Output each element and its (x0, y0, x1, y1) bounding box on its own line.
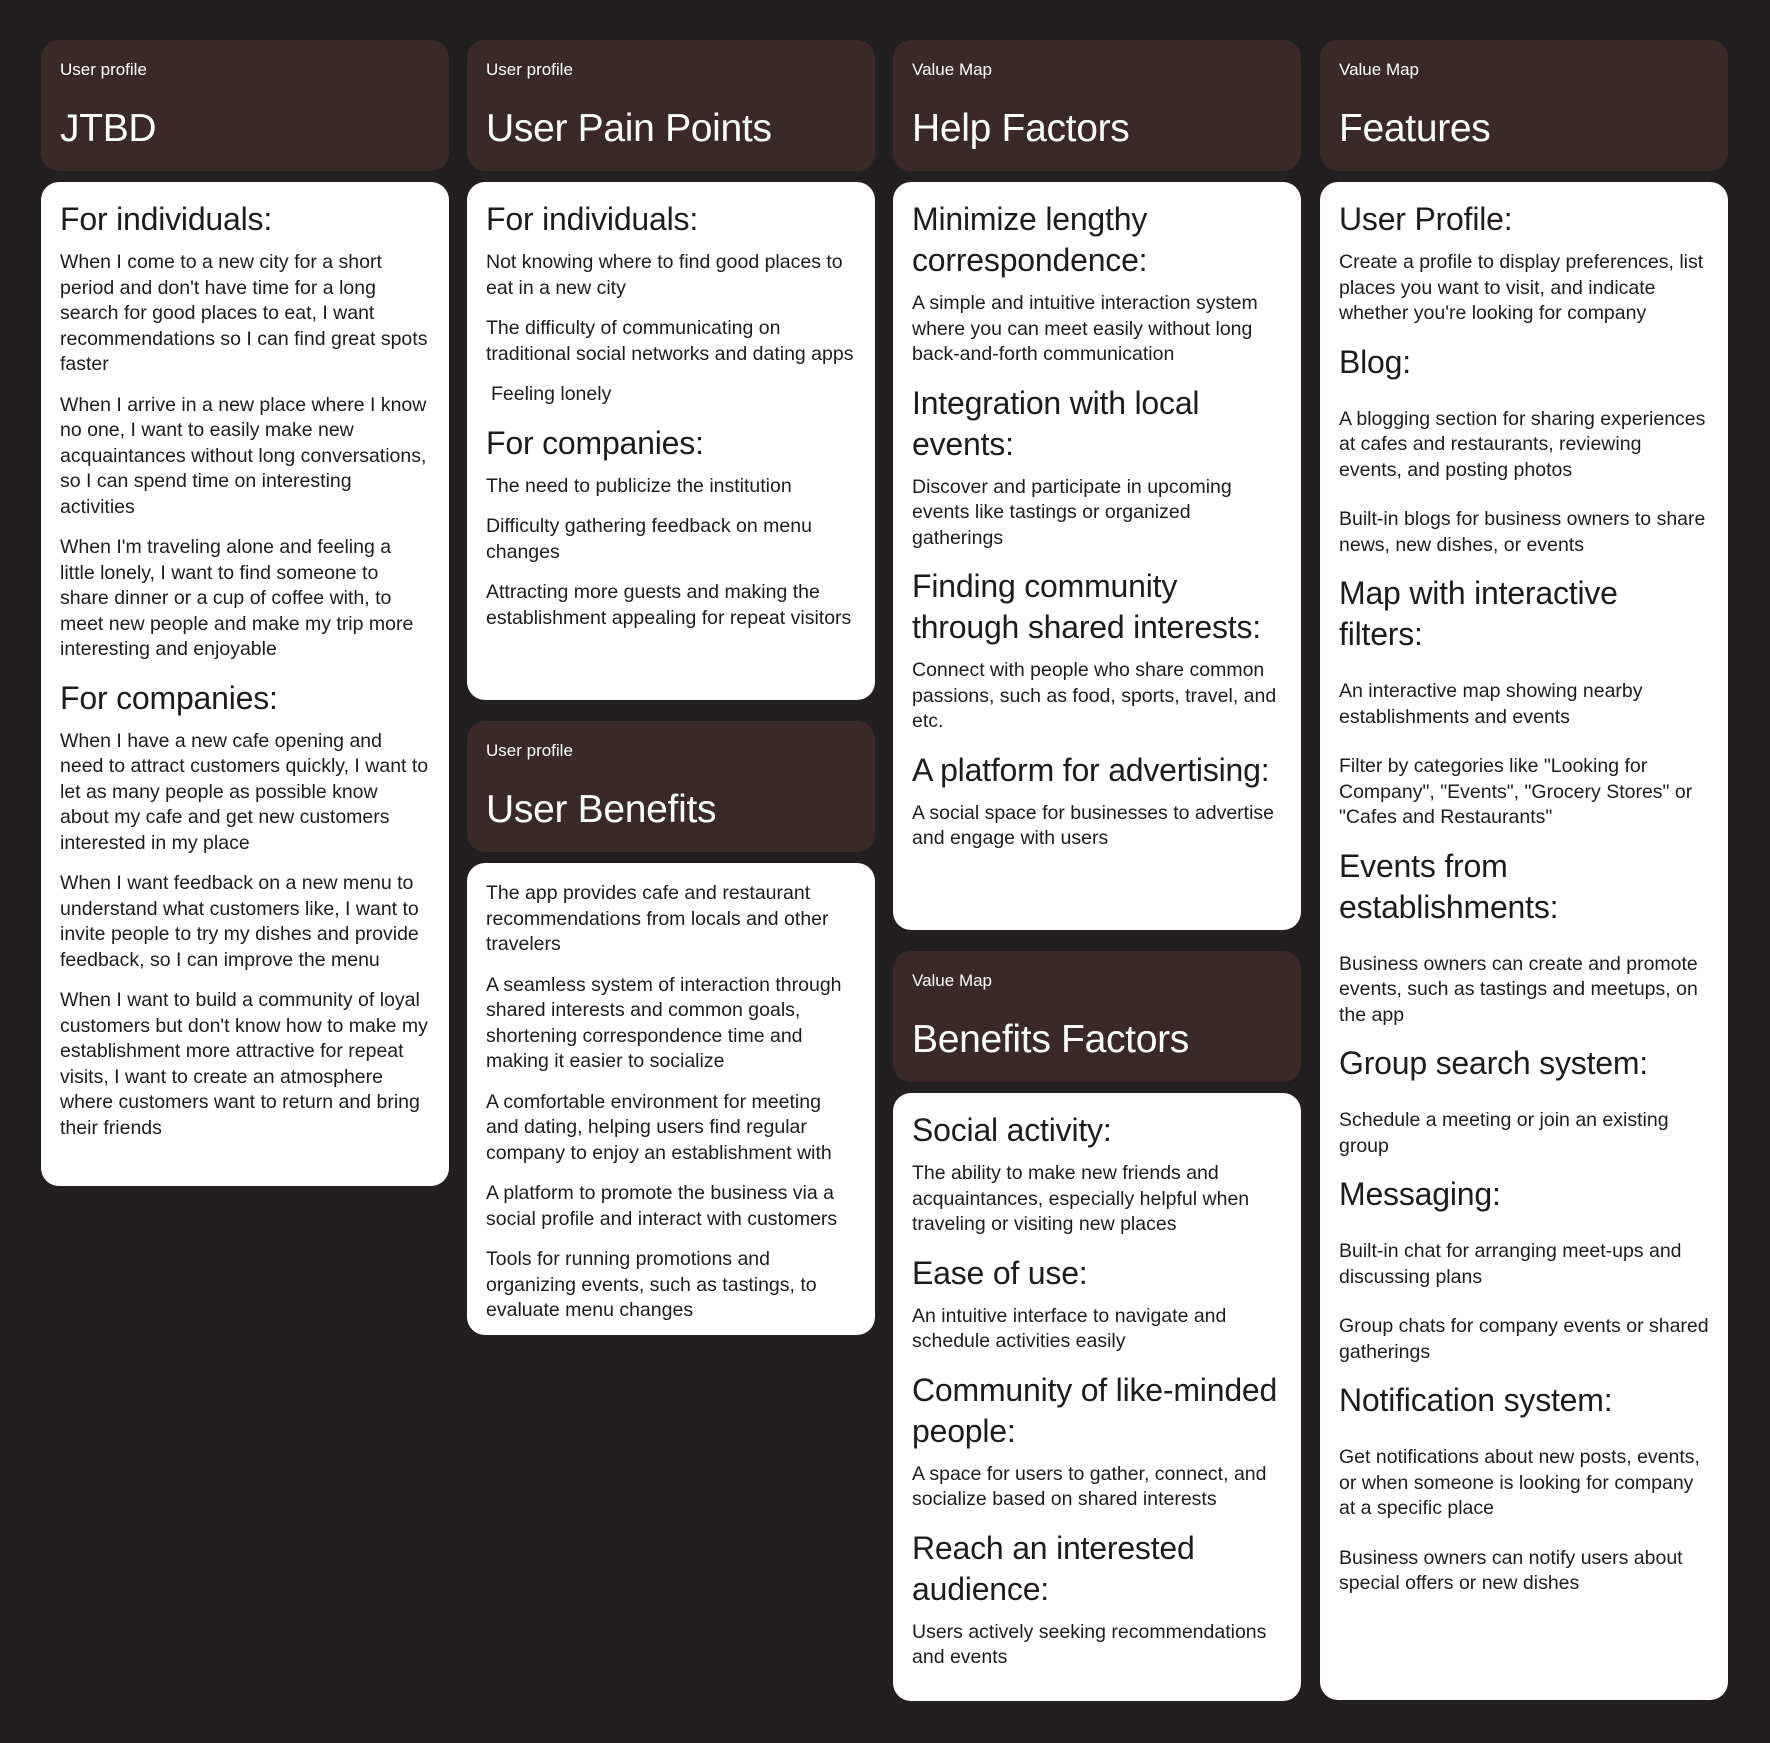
list-item: The difficulty of communicating on traditional social networks and dating apps (486, 317, 854, 365)
section-heading: For individuals: (60, 201, 273, 237)
section-heading: Reach an interested audience: (912, 1529, 1195, 1607)
list-item: A seamless system of interaction through shared interests and common goals, shortening correspondence time and making it easier to socialize (486, 973, 842, 1072)
header-title: JTBD (60, 107, 157, 150)
pain-points-header (467, 40, 875, 171)
section-heading: User Profile: (1339, 201, 1513, 237)
list-item: Get notifications about new posts, events, or when someone is looking for company at a specific place (1339, 1446, 1700, 1519)
section-heading: Group search system: (1339, 1045, 1649, 1081)
column-user-pain-points (467, 40, 875, 1356)
list-item: Attracting more guests and making the establishment appealing for repeat visitors (486, 581, 852, 629)
list-item: Difficulty gathering feedback on menu changes (486, 515, 812, 563)
list-item: Schedule a meeting or join an existing group (1339, 1109, 1669, 1157)
features-card (1320, 182, 1728, 1700)
features-header (1320, 40, 1728, 171)
user-benefits-card (467, 863, 875, 1335)
list-item: Connect with people who share common passions, such as food, sports, travel, and etc. (912, 659, 1277, 732)
section-heading: A platform for advertising: (912, 751, 1270, 788)
list-item: Create a profile to display preferences, list places you want to visit, and indicate whether you're looking for company (1339, 251, 1704, 324)
list-item: Feeling lonely (491, 383, 612, 405)
column-help-factors (893, 40, 1301, 1722)
header-title: User Pain Points (486, 107, 772, 150)
header-subtitle: Value Map (1339, 60, 1420, 79)
help-factors-header (893, 40, 1301, 171)
list-item: Built-in chat for arranging meet-ups and discussing plans (1339, 1240, 1682, 1288)
list-item: When I'm traveling alone and feeling a little lonely, I want to find someone to share dinner or a cup of coffee with, to meet new people and make my trip more interesting and enjoyable (60, 536, 414, 660)
list-item: A social space for businesses to advertise and engage with users (912, 801, 1275, 849)
section-heading: For companies: (486, 424, 704, 461)
help-factors-card (893, 182, 1301, 930)
section-heading: Blog: (1339, 343, 1411, 380)
list-item: Business owners can notify users about special offers or new dishes (1339, 1546, 1683, 1594)
header-subtitle: User profile (60, 60, 147, 79)
list-item: Users actively seeking recommendations and events (912, 1620, 1267, 1668)
list-item: When I want to build a community of loyal customers but don't know how to make my establishment more attractive for repeat visits, I want to create an atmosphere where customers want to return and bring their friends (60, 989, 428, 1139)
section-heading: Integration with local events: (912, 384, 1200, 462)
section-heading: For companies: (60, 679, 278, 716)
list-item: The ability to make new friends and acquaintances, especially helpful when traveling or visiting new places (912, 1162, 1250, 1235)
list-item: When I have a new cafe opening and need to attract customers quickly, I want to let as many people as possible know about my cafe and get new customers interested in my place (60, 729, 429, 854)
header-subtitle: User profile (486, 60, 573, 79)
section-heading: Map with interactive filters: (1339, 575, 1618, 652)
list-item: When I come to a new city for a short period and don't have time for a long search for good places to eat, I want recommendations so I can find great spots faster (60, 251, 428, 375)
header-title: Features (1339, 107, 1491, 150)
list-item: When I arrive in a new place where I know no one, I want to easily make new acquaintances without long conversations, so I can spend time on interesting activities (60, 393, 427, 518)
list-item: A comfortable environment for meeting and dating, helping users find regular company to enjoy an establishment with (486, 1090, 832, 1164)
list-item: Discover and participate in upcoming events like tastings or organized gatherings (912, 475, 1232, 549)
list-item: Group chats for company events or shared gatherings (1339, 1315, 1709, 1363)
list-item: Business owners can create and promote events, such as tastings and meetups, on the app (1339, 952, 1698, 1026)
section-heading: Finding community through shared interests: (912, 568, 1261, 645)
column-features (1320, 40, 1728, 1721)
list-item: Built-in blogs for business owners to share news, new dishes, or events (1339, 508, 1706, 556)
section-heading: Messaging: (1339, 1176, 1501, 1212)
jtbd-header (41, 40, 449, 171)
list-item: The app provides cafe and restaurant recommendations from locals and other travelers (486, 882, 829, 955)
list-item: An intuitive interface to navigate and schedule activities easily (912, 1304, 1227, 1352)
section-heading: For individuals: (486, 201, 699, 237)
section-heading: Community of like-minded people: (912, 1371, 1278, 1449)
list-item: A simple and intuitive interaction system where you can meet easily without long back-and-forth communication (912, 292, 1258, 365)
header-subtitle: User profile (486, 741, 573, 760)
header-subtitle: Value Map (912, 60, 993, 79)
jtbd-card (41, 182, 449, 1186)
header-title: Benefits Factors (912, 1018, 1189, 1061)
list-item: Not knowing where to find good places to eat in a new city (486, 251, 843, 299)
user-benefits-header (467, 721, 875, 852)
section-heading: Ease of use: (912, 1254, 1088, 1291)
pain-points-card (467, 182, 875, 700)
section-heading: Social activity: (912, 1112, 1112, 1148)
section-heading: Events from establishments: (1339, 847, 1559, 925)
benefits-factors-header (893, 951, 1301, 1082)
benefits-factors-card (893, 1093, 1301, 1701)
header-title: Help Factors (912, 107, 1130, 150)
list-item: A blogging section for sharing experiences at cafes and restaurants, reviewing events, and posting photos (1339, 407, 1706, 481)
header-subtitle: Value Map (912, 971, 993, 990)
header-title: User Benefits (486, 788, 717, 831)
list-item: A platform to promote the business via a social profile and interact with customers (486, 1182, 838, 1230)
section-heading: Notification system: (1339, 1382, 1613, 1418)
list-item: An interactive map showing nearby establishments and events (1339, 680, 1643, 728)
list-item: The need to publicize the institution (486, 474, 792, 497)
list-item: Tools for running promotions and organizing events, such as tastings, to evaluate menu changes (486, 1248, 817, 1321)
list-item: When I want feedback on a new menu to understand what customers like, I want to invite people to try my dishes and provide feedback, so I can improve the menu (60, 872, 419, 971)
column-jtbd (41, 40, 449, 1207)
list-item: Filter by categories like "Looking for Company", "Events", "Grocery Stores" or "Cafes and Restaurants" (1339, 755, 1693, 828)
list-item: A space for users to gather, connect, and socialize based on shared interests (912, 1462, 1267, 1510)
section-heading: Minimize lengthy correspondence: (912, 201, 1148, 278)
